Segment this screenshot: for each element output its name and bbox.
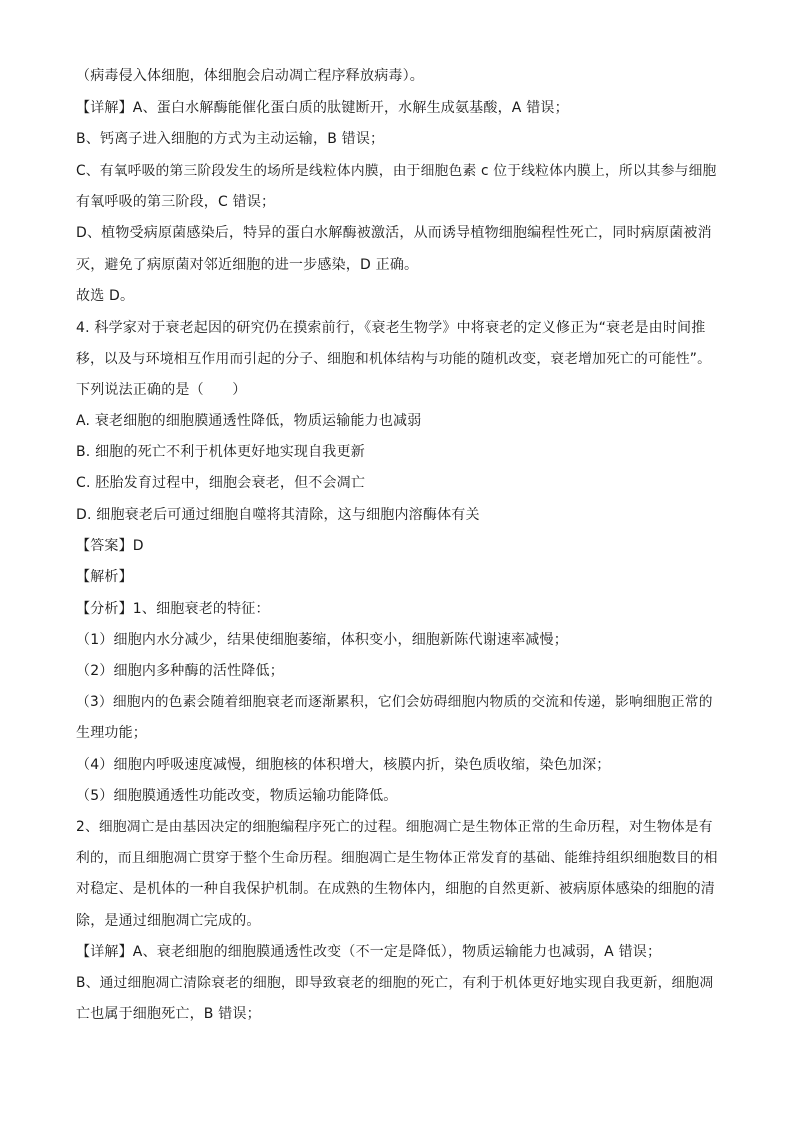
text-line: 【分析】1、细胞衰老的特征： <box>76 601 270 617</box>
answer-label: 【答案】D <box>76 538 144 554</box>
text-line: 亡也属于细胞死亡，B 错误； <box>76 1006 261 1022</box>
text-line: 【详解】A、衰老细胞的细胞膜通透性改变（不一定是降低），物质运输能力也减弱，A 错误； <box>76 944 662 960</box>
question-stem: 4. 科学家对于衰老起因的研究仍在摸索前行，《衰老生物学》中将衰老的定义修正为“衰老是由时间推 <box>76 320 706 336</box>
option-a: A. 衰老细胞的细胞膜通透性降低，物质运输能力也减弱 <box>76 413 422 429</box>
text-line: （5）细胞膜通透性功能改变，物质运输功能降低。 <box>76 788 398 804</box>
text-line: 【详解】A、蛋白水解酶能催化蛋白质的肽键断开，水解生成氨基酸，A 错误； <box>76 100 569 116</box>
text-line: （4）细胞内呼吸速度减慢，细胞核的体积增大，核膜内折，染色质收缩，染色加深； <box>76 757 611 773</box>
option-b: B. 细胞的死亡不利于机体更好地实现自我更新 <box>76 444 365 460</box>
text-line: B、通过细胞凋亡清除衰老的细胞，即导致衰老的细胞的死亡，有利于机体更好地实现自我更新，细胞凋 <box>76 975 714 991</box>
text-line: 2、细胞凋亡是由基因决定的细胞编程序死亡的过程。细胞凋亡是生物体正常的生命历程，对生物体是有 <box>76 819 713 835</box>
question-prompt: 下列说法正确的是（ ） <box>76 382 247 398</box>
option-c: C. 胚胎发育过程中，细胞会衰老，但不会凋亡 <box>76 475 366 491</box>
text-line: （2）细胞内多种酶的活性降低； <box>76 663 284 679</box>
text-line: （1）细胞内水分减少，结果使细胞萎缩，体积变小，细胞新陈代谢速率减慢； <box>76 632 568 648</box>
question-stem: 移，以及与环境相互作用而引起的分子、细胞和机体结构与功能的随机改变，衰老增加死亡的可能性”。 <box>76 351 712 367</box>
text-line: B、钙离子进入细胞的方式为主动运输，B 错误； <box>76 131 385 147</box>
analysis-heading: 【解析】 <box>76 569 133 585</box>
text-line: 生理功能； <box>76 725 147 741</box>
text-line: 对稳定、是机体的一种自我保护机制。在成熟的生物体内，细胞的自然更新、被病原体感染的细胞的清 <box>76 881 715 897</box>
text-line: 有氧呼吸的第三阶段，C 错误； <box>76 194 276 210</box>
text-line: D、植物受病原菌感染后，特异的蛋白水解酶被激活，从而诱导植物细胞编程性死亡，同时病原菌被消 <box>76 225 712 241</box>
text-line: 灭，避免了病原菌对邻近细胞的进一步感染，D 正确。 <box>76 257 419 273</box>
text-line: 故选 D。 <box>76 288 135 304</box>
text-line: C、有氧呼吸的第三阶段发生的场所是线粒体内膜，由于细胞色素 c 位于线粒体内膜上，所以其参与细胞 <box>76 163 717 179</box>
text-line: 利的，而且细胞凋亡贯穿于整个生命历程。细胞凋亡是生物体正常发育的基础、能维持组织细胞数目的相 <box>76 850 718 866</box>
text-line: 除，是通过细胞凋亡完成的。 <box>76 913 261 929</box>
text-line: （病毒侵入体细胞，体细胞会启动凋亡程序释放病毒）。 <box>76 68 424 84</box>
text-line: （3）细胞内的色素会随着细胞衰老而逐渐累积，它们会妨碍细胞内物质的交流和传递，影响细胞正常的 <box>76 694 713 710</box>
option-d: D. 细胞衰老后可通过细胞自噬将其清除，这与细胞内溶酶体有关 <box>76 507 480 523</box>
